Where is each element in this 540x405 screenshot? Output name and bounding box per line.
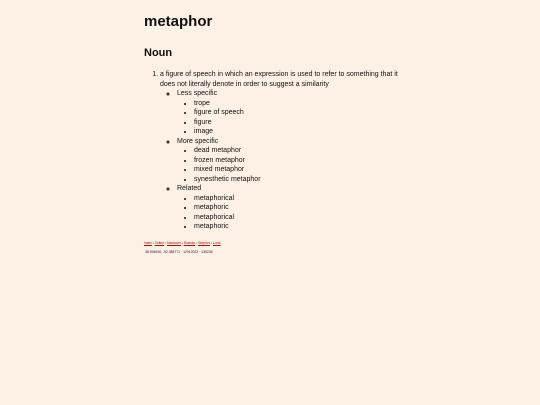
word-list	[177, 146, 404, 184]
word-item: • figure	[194, 118, 404, 128]
footer-link-bluesky[interactable]: Bluesky	[183, 240, 196, 245]
word-item: • frozen metaphor	[194, 156, 404, 166]
footer-separator: •	[181, 240, 183, 245]
group-label: Related	[177, 185, 202, 192]
group-label: More specific	[177, 137, 219, 145]
group-label: Less specific	[177, 90, 218, 97]
group-less-specific	[177, 89, 404, 137]
word-item: • synesthetic metaphor	[194, 175, 404, 185]
word-item: • metaphoric	[194, 222, 404, 232]
sense-item	[160, 70, 404, 232]
word-item: • image	[194, 127, 404, 137]
word-item: • trope	[194, 99, 404, 109]
footer-coordinates: 38.934906, -92.388771 · 12012022 · 135236	[145, 249, 213, 254]
footer-separator: •	[152, 240, 154, 245]
part-of-speech-heading: Noun	[144, 47, 173, 59]
senses-list	[144, 70, 404, 232]
entry-content	[144, 12, 404, 255]
footer-link-index[interactable]: Index	[144, 240, 152, 245]
group-related	[177, 184, 404, 232]
footer-link-skeptics[interactable]: Skeptics	[197, 240, 210, 245]
footer-separator: •	[195, 240, 198, 245]
footer-separator: •	[210, 240, 212, 245]
footer-links	[144, 241, 404, 246]
page-title: metaphor	[144, 13, 213, 30]
word-item: • figure of speech	[194, 108, 404, 118]
footer-separator: •	[164, 240, 167, 245]
sense-definition: a figure of speech in which an expression is used to refer to something that it does not literally denote in order to suggest a similarity	[160, 71, 398, 88]
footer-link-twitter[interactable]: Twitter	[154, 240, 165, 245]
group-more-specific	[177, 137, 404, 185]
word-list	[177, 99, 404, 137]
footer-link-mastodon[interactable]: Mastodon	[166, 240, 181, 245]
relation-groups	[160, 89, 404, 232]
footer-link-local[interactable]: Local	[212, 240, 221, 245]
word-list	[177, 194, 404, 232]
word-item: • metaphoric	[194, 203, 404, 213]
word-item: • mixed metaphor	[194, 165, 404, 175]
word-item: • metaphorical	[194, 213, 404, 223]
word-item: • dead metaphor	[194, 146, 404, 156]
word-item: • metaphorical	[194, 194, 404, 204]
